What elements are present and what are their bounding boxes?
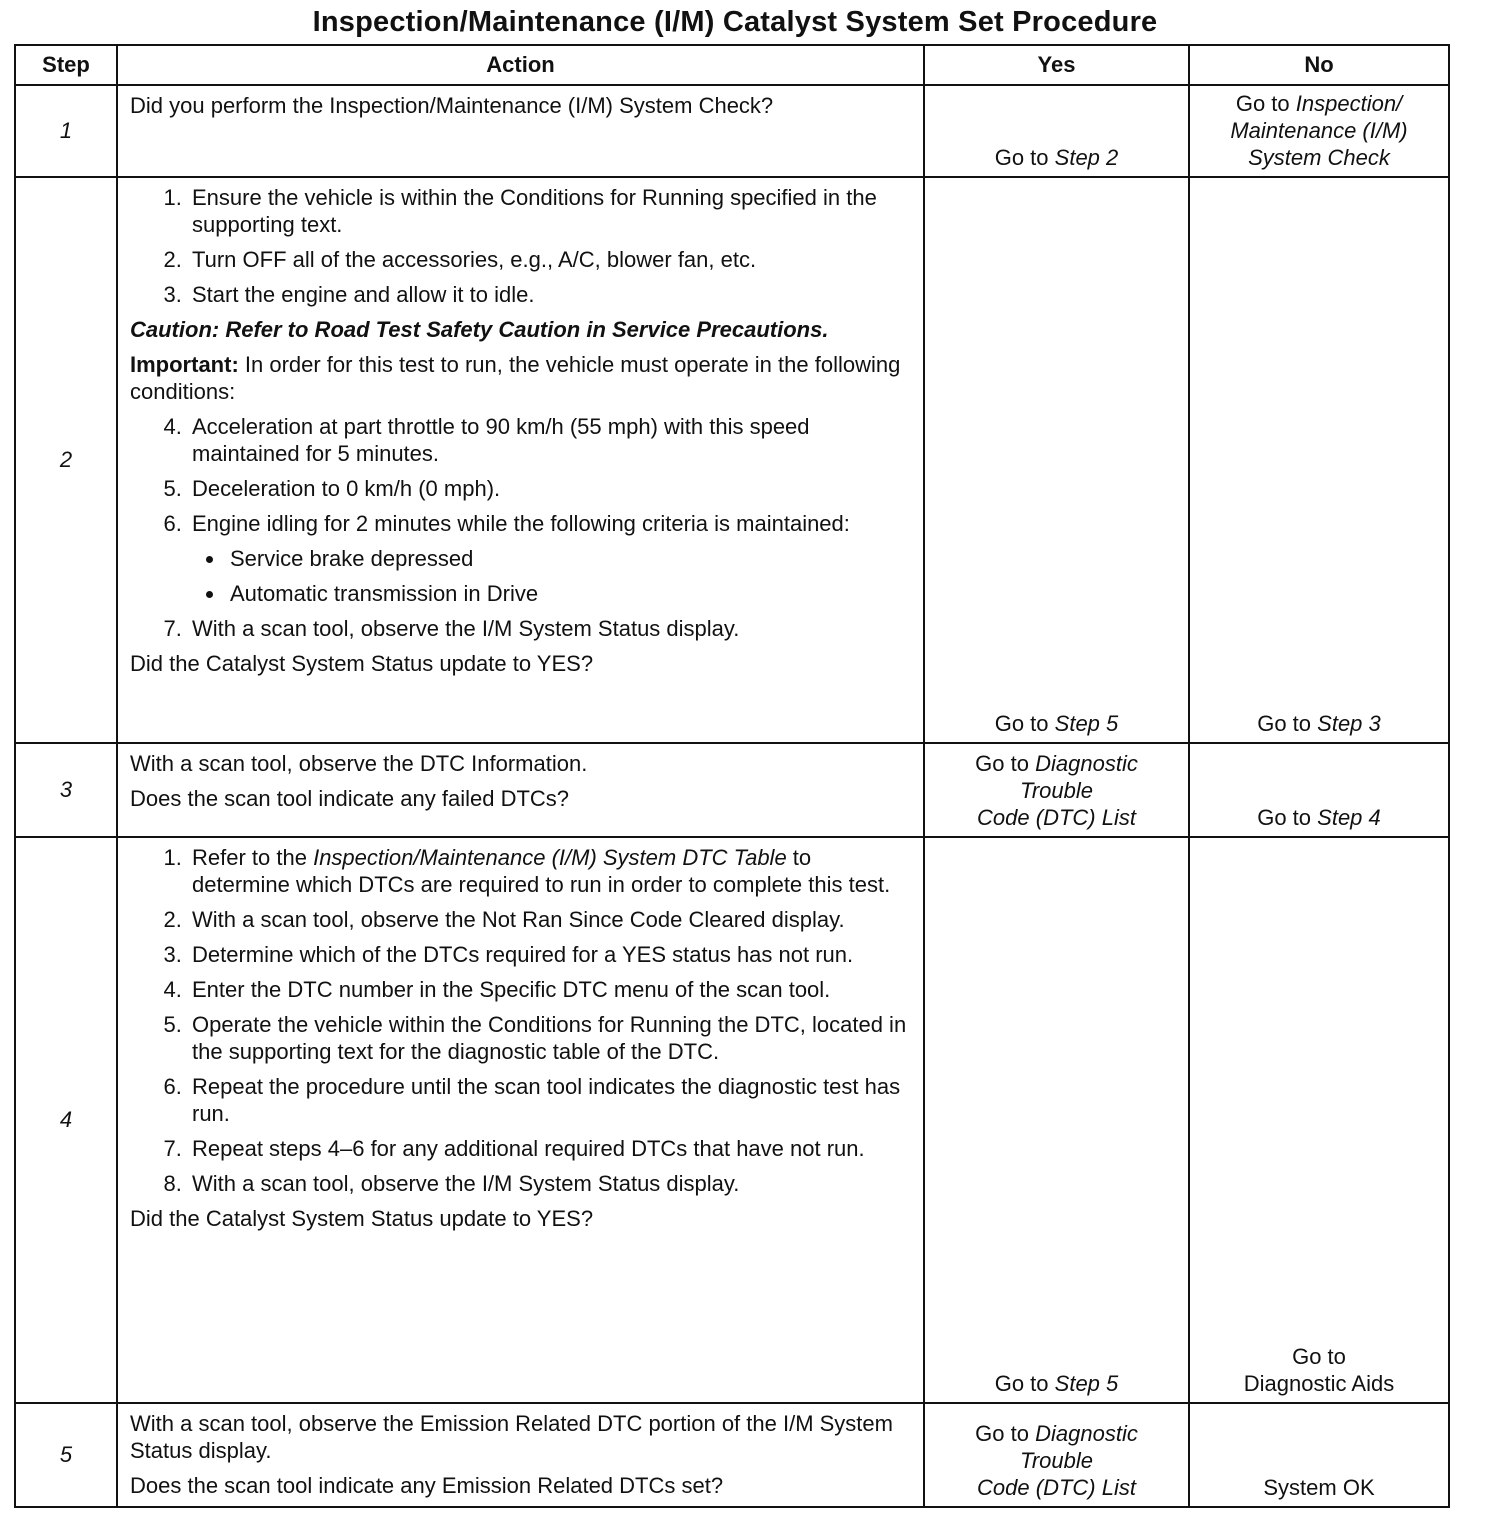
action-list — [130, 413, 915, 642]
go-to-text: Go to — [1257, 805, 1312, 830]
list-item-text: Refer to the — [192, 845, 314, 870]
no-text: System OK — [1263, 1475, 1375, 1500]
yes-ref: Step 2 — [1054, 145, 1119, 170]
action-cell — [117, 1403, 924, 1507]
no-cell — [1189, 837, 1449, 1403]
no-cell — [1189, 743, 1449, 837]
table-row — [15, 837, 1449, 1403]
header-yes: Yes — [924, 45, 1189, 85]
step-number: 4 — [15, 837, 117, 1403]
yes-ref-line3: Code (DTC) List — [977, 1475, 1136, 1500]
list-item — [188, 510, 915, 607]
table-row — [15, 85, 1449, 177]
bullet-list — [192, 545, 915, 607]
yes-cell — [924, 85, 1189, 177]
yes-ref: Diagnostic — [1035, 1421, 1138, 1446]
bullet-item: • Service brake depressed — [226, 545, 915, 572]
header-row — [15, 45, 1449, 85]
header-step: Step — [15, 45, 117, 85]
action-cell — [117, 177, 924, 743]
yes-cell — [924, 177, 1189, 743]
no-line2: Diagnostic Aids — [1243, 1371, 1395, 1396]
go-to-text: Go to — [1235, 91, 1290, 116]
list-item: 7. Repeat steps 4–6 for any additional required DTCs that have not run. — [188, 1135, 915, 1162]
action-cell — [117, 743, 924, 837]
list-item: 4. Acceleration at part throttle to 90 km/h (55 mph) with this speed maintained for 5 minutes. — [188, 413, 915, 467]
list-item — [188, 844, 915, 898]
list-item: 2. With a scan tool, observe the Not Ran Since Code Cleared display. — [188, 906, 915, 933]
yes-ref-line2: Trouble — [1020, 1448, 1093, 1473]
dtc-table-ref: Inspection/Maintenance (I/M) System DTC Table — [313, 845, 787, 870]
go-to-text: Go to — [994, 1371, 1049, 1396]
action-question: Did the Catalyst System Status update to YES? — [130, 1206, 594, 1231]
page-title: Inspection/Maintenance (I/M) Catalyst System Set Procedure — [312, 6, 1158, 38]
no-cell — [1189, 177, 1449, 743]
yes-ref-line3: Code (DTC) List — [977, 805, 1136, 830]
header-action: Action — [117, 45, 924, 85]
table-row — [15, 177, 1449, 743]
procedure-table — [14, 44, 1450, 1508]
step-number: 1 — [15, 85, 117, 177]
action-list — [130, 184, 915, 308]
list-item: 5. Operate the vehicle within the Conditions for Running the DTC, located in the supporting text for the diagnostic table of the DTC. — [188, 1011, 915, 1065]
action-question: Did the Catalyst System Status update to YES? — [130, 651, 594, 676]
list-item: 3. Determine which of the DTCs required for a YES status has not run. — [188, 941, 915, 968]
yes-cell — [924, 837, 1189, 1403]
list-item-text: to determine which DTCs are required to run in order to complete this test. — [192, 845, 891, 897]
important-note — [130, 351, 915, 405]
list-item: 6. Repeat the procedure until the scan tool indicates the diagnostic test has run. — [188, 1073, 915, 1127]
go-to-text: Go to — [994, 711, 1049, 736]
go-to-text: Go to — [975, 1421, 1029, 1446]
action-list — [130, 844, 915, 1197]
action-question: Did you perform the Inspection/Maintenance (I/M) System Check? — [130, 93, 774, 118]
important-text: In order for this test to run, the vehicle must operate in the following conditions: — [130, 352, 901, 404]
bullet-item: • Automatic transmission in Drive — [226, 580, 915, 607]
yes-ref: Step 5 — [1054, 711, 1119, 736]
table-row — [15, 1403, 1449, 1507]
no-ref: Step 4 — [1317, 805, 1381, 830]
action-cell — [117, 85, 924, 177]
yes-ref: Diagnostic — [1035, 751, 1138, 776]
yes-cell — [924, 1403, 1189, 1507]
step-number: 2 — [15, 177, 117, 743]
no-line1: Go to — [1292, 1344, 1346, 1369]
important-label: Important: — [130, 352, 239, 377]
yes-ref: Step 5 — [1054, 1371, 1119, 1396]
list-item: 3. Start the engine and allow it to idle. — [188, 281, 915, 308]
step-number: 3 — [15, 743, 117, 837]
list-item: 2. Turn OFF all of the accessories, e.g., A/C, blower fan, etc. — [188, 246, 915, 273]
list-item-text: Engine idling for 2 minutes while the following criteria is maintained: — [192, 511, 850, 536]
no-cell — [1189, 85, 1449, 177]
action-text: With a scan tool, observe the DTC Information. — [130, 751, 588, 776]
no-ref-line3: System Check — [1248, 145, 1390, 170]
action-cell — [117, 837, 924, 1403]
yes-cell — [924, 743, 1189, 837]
action-question: Does the scan tool indicate any Emission Related DTCs set? — [130, 1473, 724, 1498]
list-item: 4. Enter the DTC number in the Specific DTC menu of the scan tool. — [188, 976, 915, 1003]
no-ref: Step 3 — [1317, 711, 1381, 736]
go-to-text: Go to — [1257, 711, 1312, 736]
go-to-text: Go to — [975, 751, 1029, 776]
list-item: 5. Deceleration to 0 km/h (0 mph). — [188, 475, 915, 502]
no-cell — [1189, 1403, 1449, 1507]
no-ref-line2: Maintenance (I/M) — [1230, 118, 1408, 143]
table-row — [15, 743, 1449, 837]
action-question: Does the scan tool indicate any failed DTCs? — [130, 786, 570, 811]
caution-note: Caution: Refer to Road Test Safety Caution in Service Precautions. — [130, 317, 829, 342]
yes-ref-line2: Trouble — [1020, 778, 1093, 803]
action-text: With a scan tool, observe the Emission Related DTC portion of the I/M System Status display. — [130, 1411, 893, 1463]
list-item: 1. Ensure the vehicle is within the Conditions for Running specified in the supporting text. — [188, 184, 915, 238]
list-item: 7. With a scan tool, observe the I/M System Status display. — [188, 615, 915, 642]
go-to-text: Go to — [994, 145, 1049, 170]
header-no: No — [1189, 45, 1449, 85]
list-item: 8. With a scan tool, observe the I/M System Status display. — [188, 1170, 915, 1197]
step-number: 5 — [15, 1403, 117, 1507]
no-ref: Inspection/ — [1295, 91, 1403, 116]
